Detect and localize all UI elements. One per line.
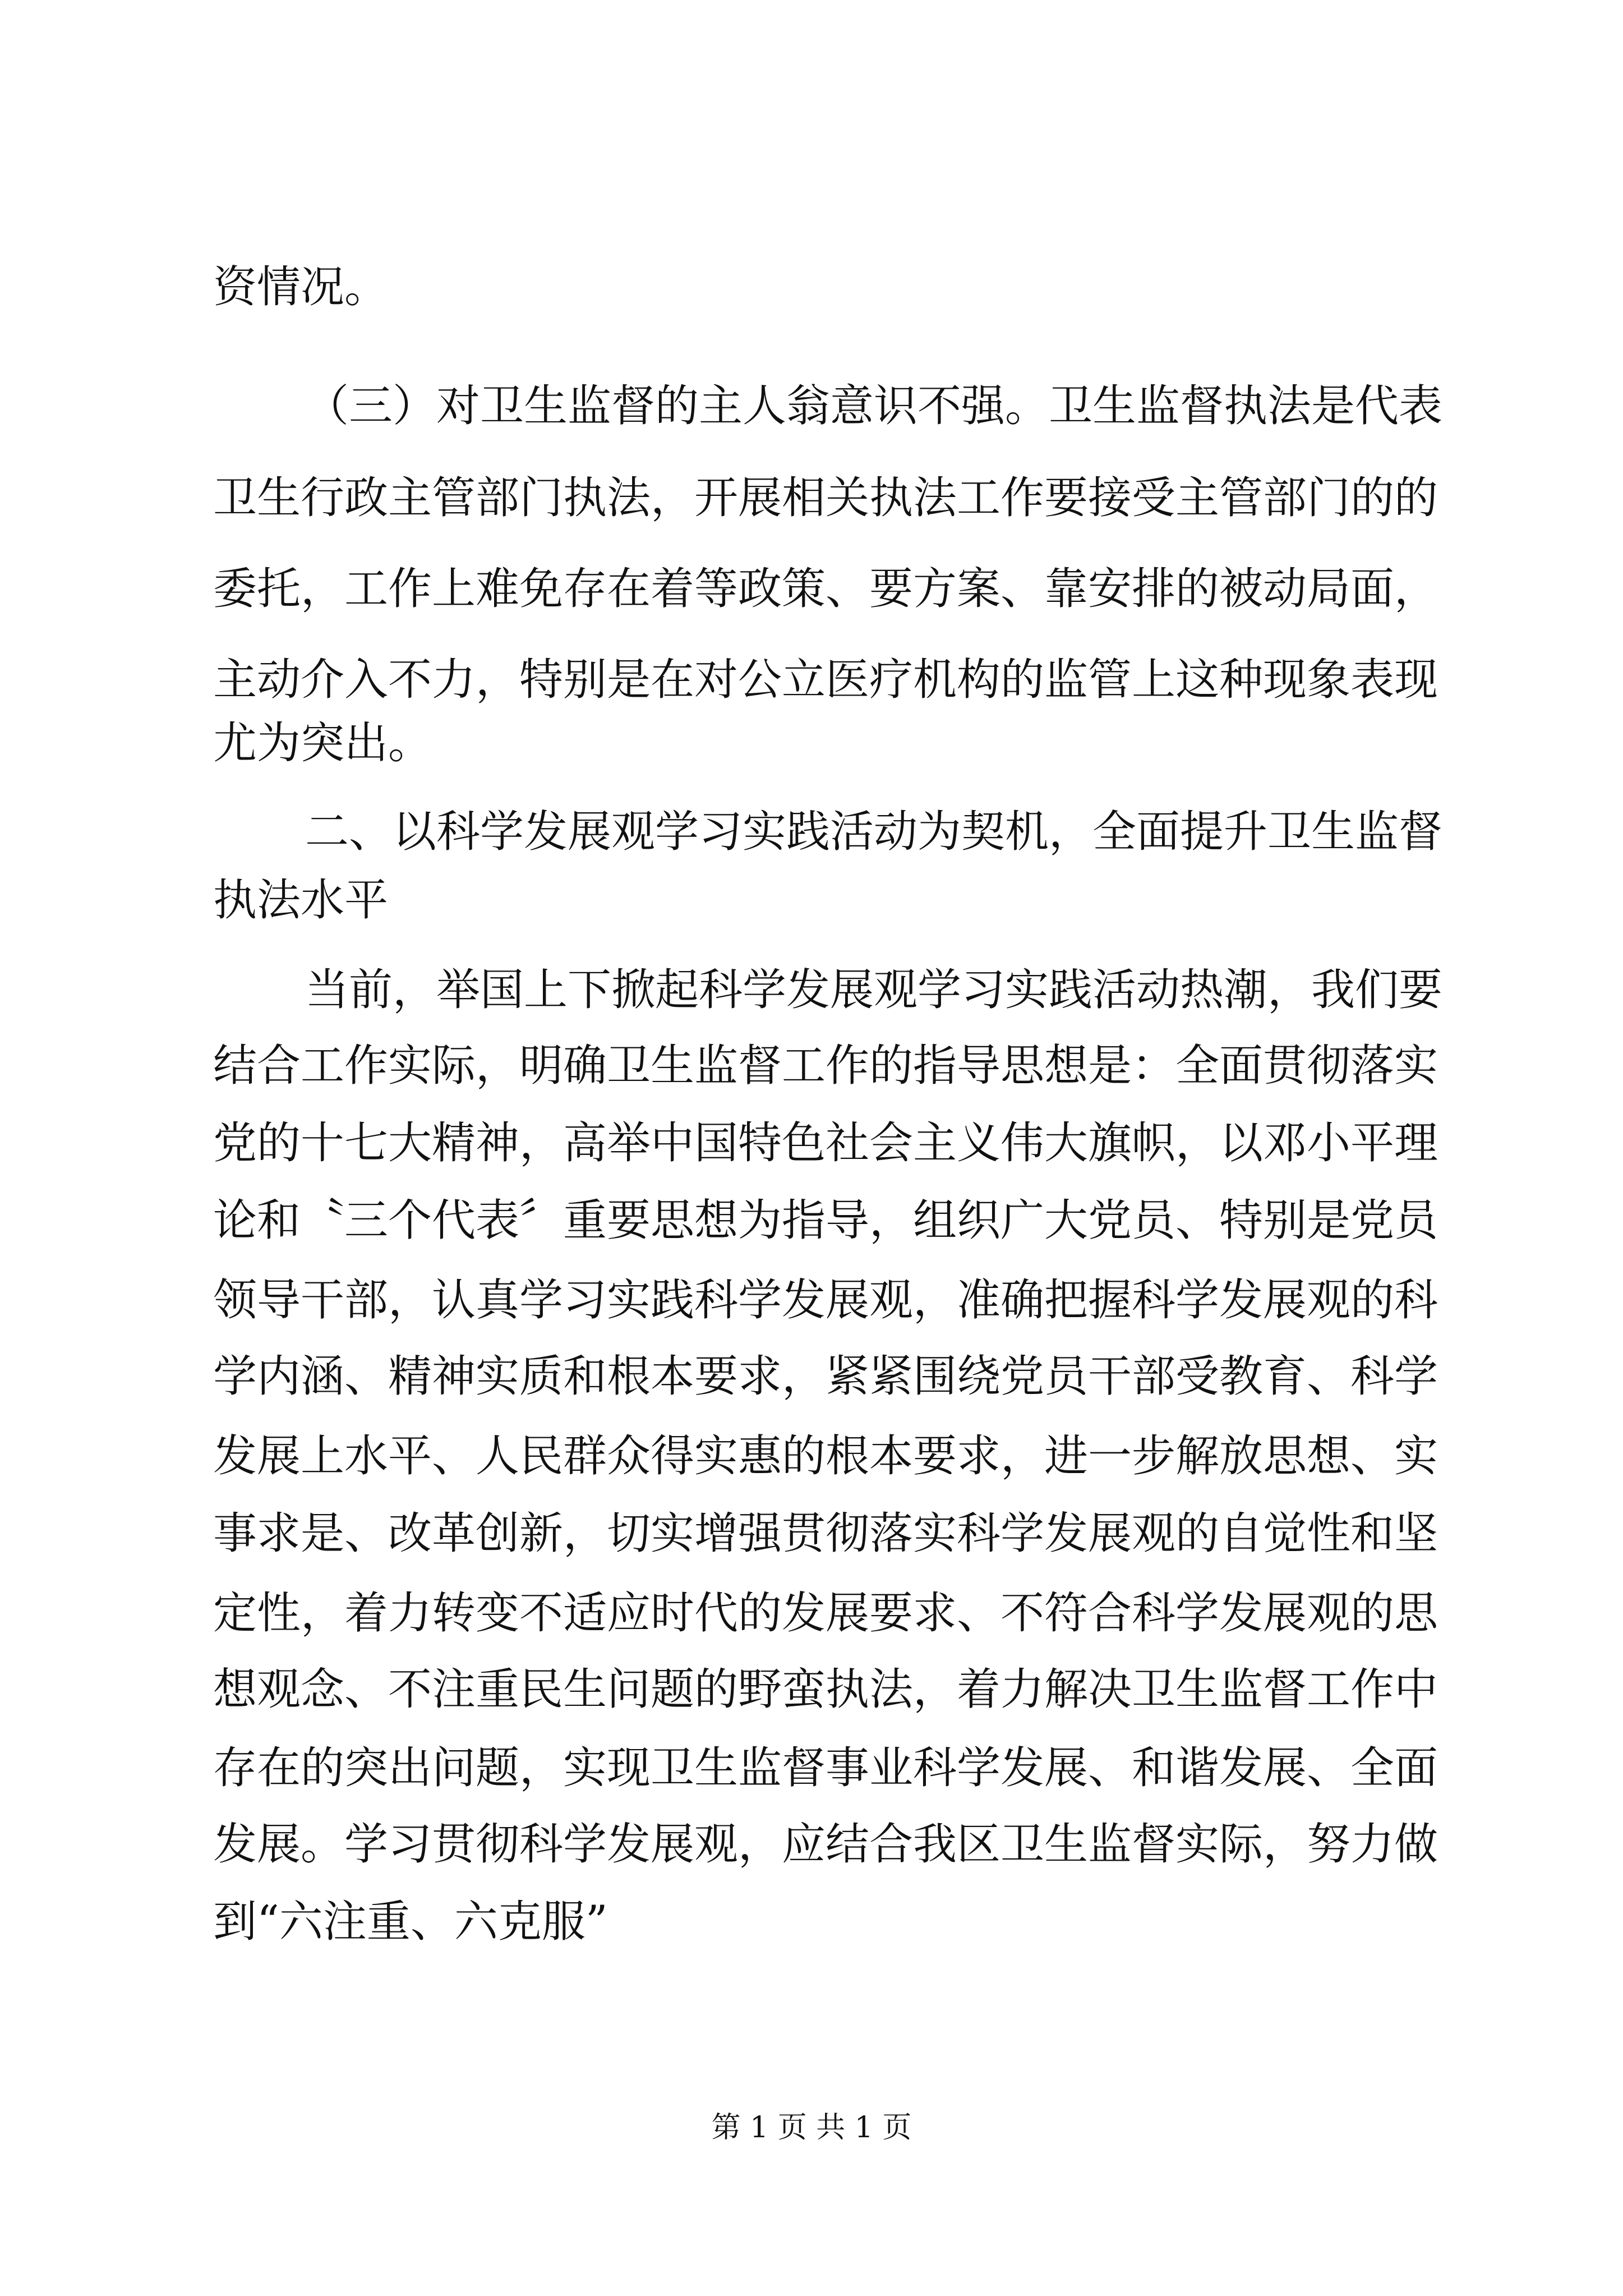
- paragraph-line: 尤为突出。: [213, 718, 432, 769]
- page-number-footer: 第 1 页 共 1 页: [711, 2111, 912, 2145]
- section-heading-line: 执法水平: [213, 875, 389, 926]
- paragraph-line: 到“六注重、六克服”: [213, 1897, 608, 1947]
- paragraph-line: 想观念、不注重民生问题的野蛮执法，着力解决卫生监督工作中: [213, 1664, 1438, 1715]
- paragraph-line: 存在的突出问题，实现卫生监督事业科学发展、和谐发展、全面: [213, 1743, 1438, 1793]
- paragraph-line: 定性，着力转变不适应时代的发展要求、不符合科学发展观的思: [213, 1588, 1438, 1639]
- paragraph-line: 发展。学习贯彻科学发展观，应结合我区卫生监督实际，努力做: [213, 1819, 1438, 1870]
- paragraph-line: 卫生行政主管部门执法，开展相关执法工作要接受主管部门的的: [213, 473, 1438, 523]
- paragraph-line: 事求是、改革创新，切实增强贯彻落实科学发展观的自觉性和坚: [213, 1508, 1438, 1559]
- paragraph-line: 学内涵、精神实质和根本要求，紧紧围绕党员干部受教育、科学: [213, 1351, 1438, 1402]
- paragraph-line: 结合工作实际，明确卫生监督工作的指导思想是：全面贯彻落实: [213, 1041, 1438, 1091]
- section-heading-line: 二、以科学发展观学习实践活动为契机，全面提升卫生监督: [305, 807, 1443, 857]
- paragraph-line: 委托，工作上难免存在着等政策、要方案、靠安排的被动局面，: [213, 564, 1438, 614]
- paragraph-line: 党的十七大精神，高举中国特色社会主义伟大旗帜，以邓小平理: [213, 1118, 1438, 1168]
- paragraph-line: 主动介入不力，特别是在对公立医疗机构的监管上这种现象表现: [213, 655, 1438, 705]
- paragraph-line: 论和〝三个代表〞重要思想为指导，组织广大党员、特别是党员: [213, 1195, 1438, 1246]
- paragraph-line: 资情况。: [213, 262, 389, 312]
- paragraph-line: 领导干部，认真学习实践科学发展观，准确把握科学发展观的科: [213, 1275, 1438, 1326]
- paragraph-line: 发展上水平、人民群众得实惠的根本要求，进一步解放思想、实: [213, 1431, 1438, 1481]
- paragraph-line: （三）对卫生监督的主人翁意识不强。卫生监督执法是代表: [305, 381, 1443, 431]
- paragraph-line: 当前，举国上下掀起科学发展观学习实践活动热潮，我们要: [305, 965, 1443, 1015]
